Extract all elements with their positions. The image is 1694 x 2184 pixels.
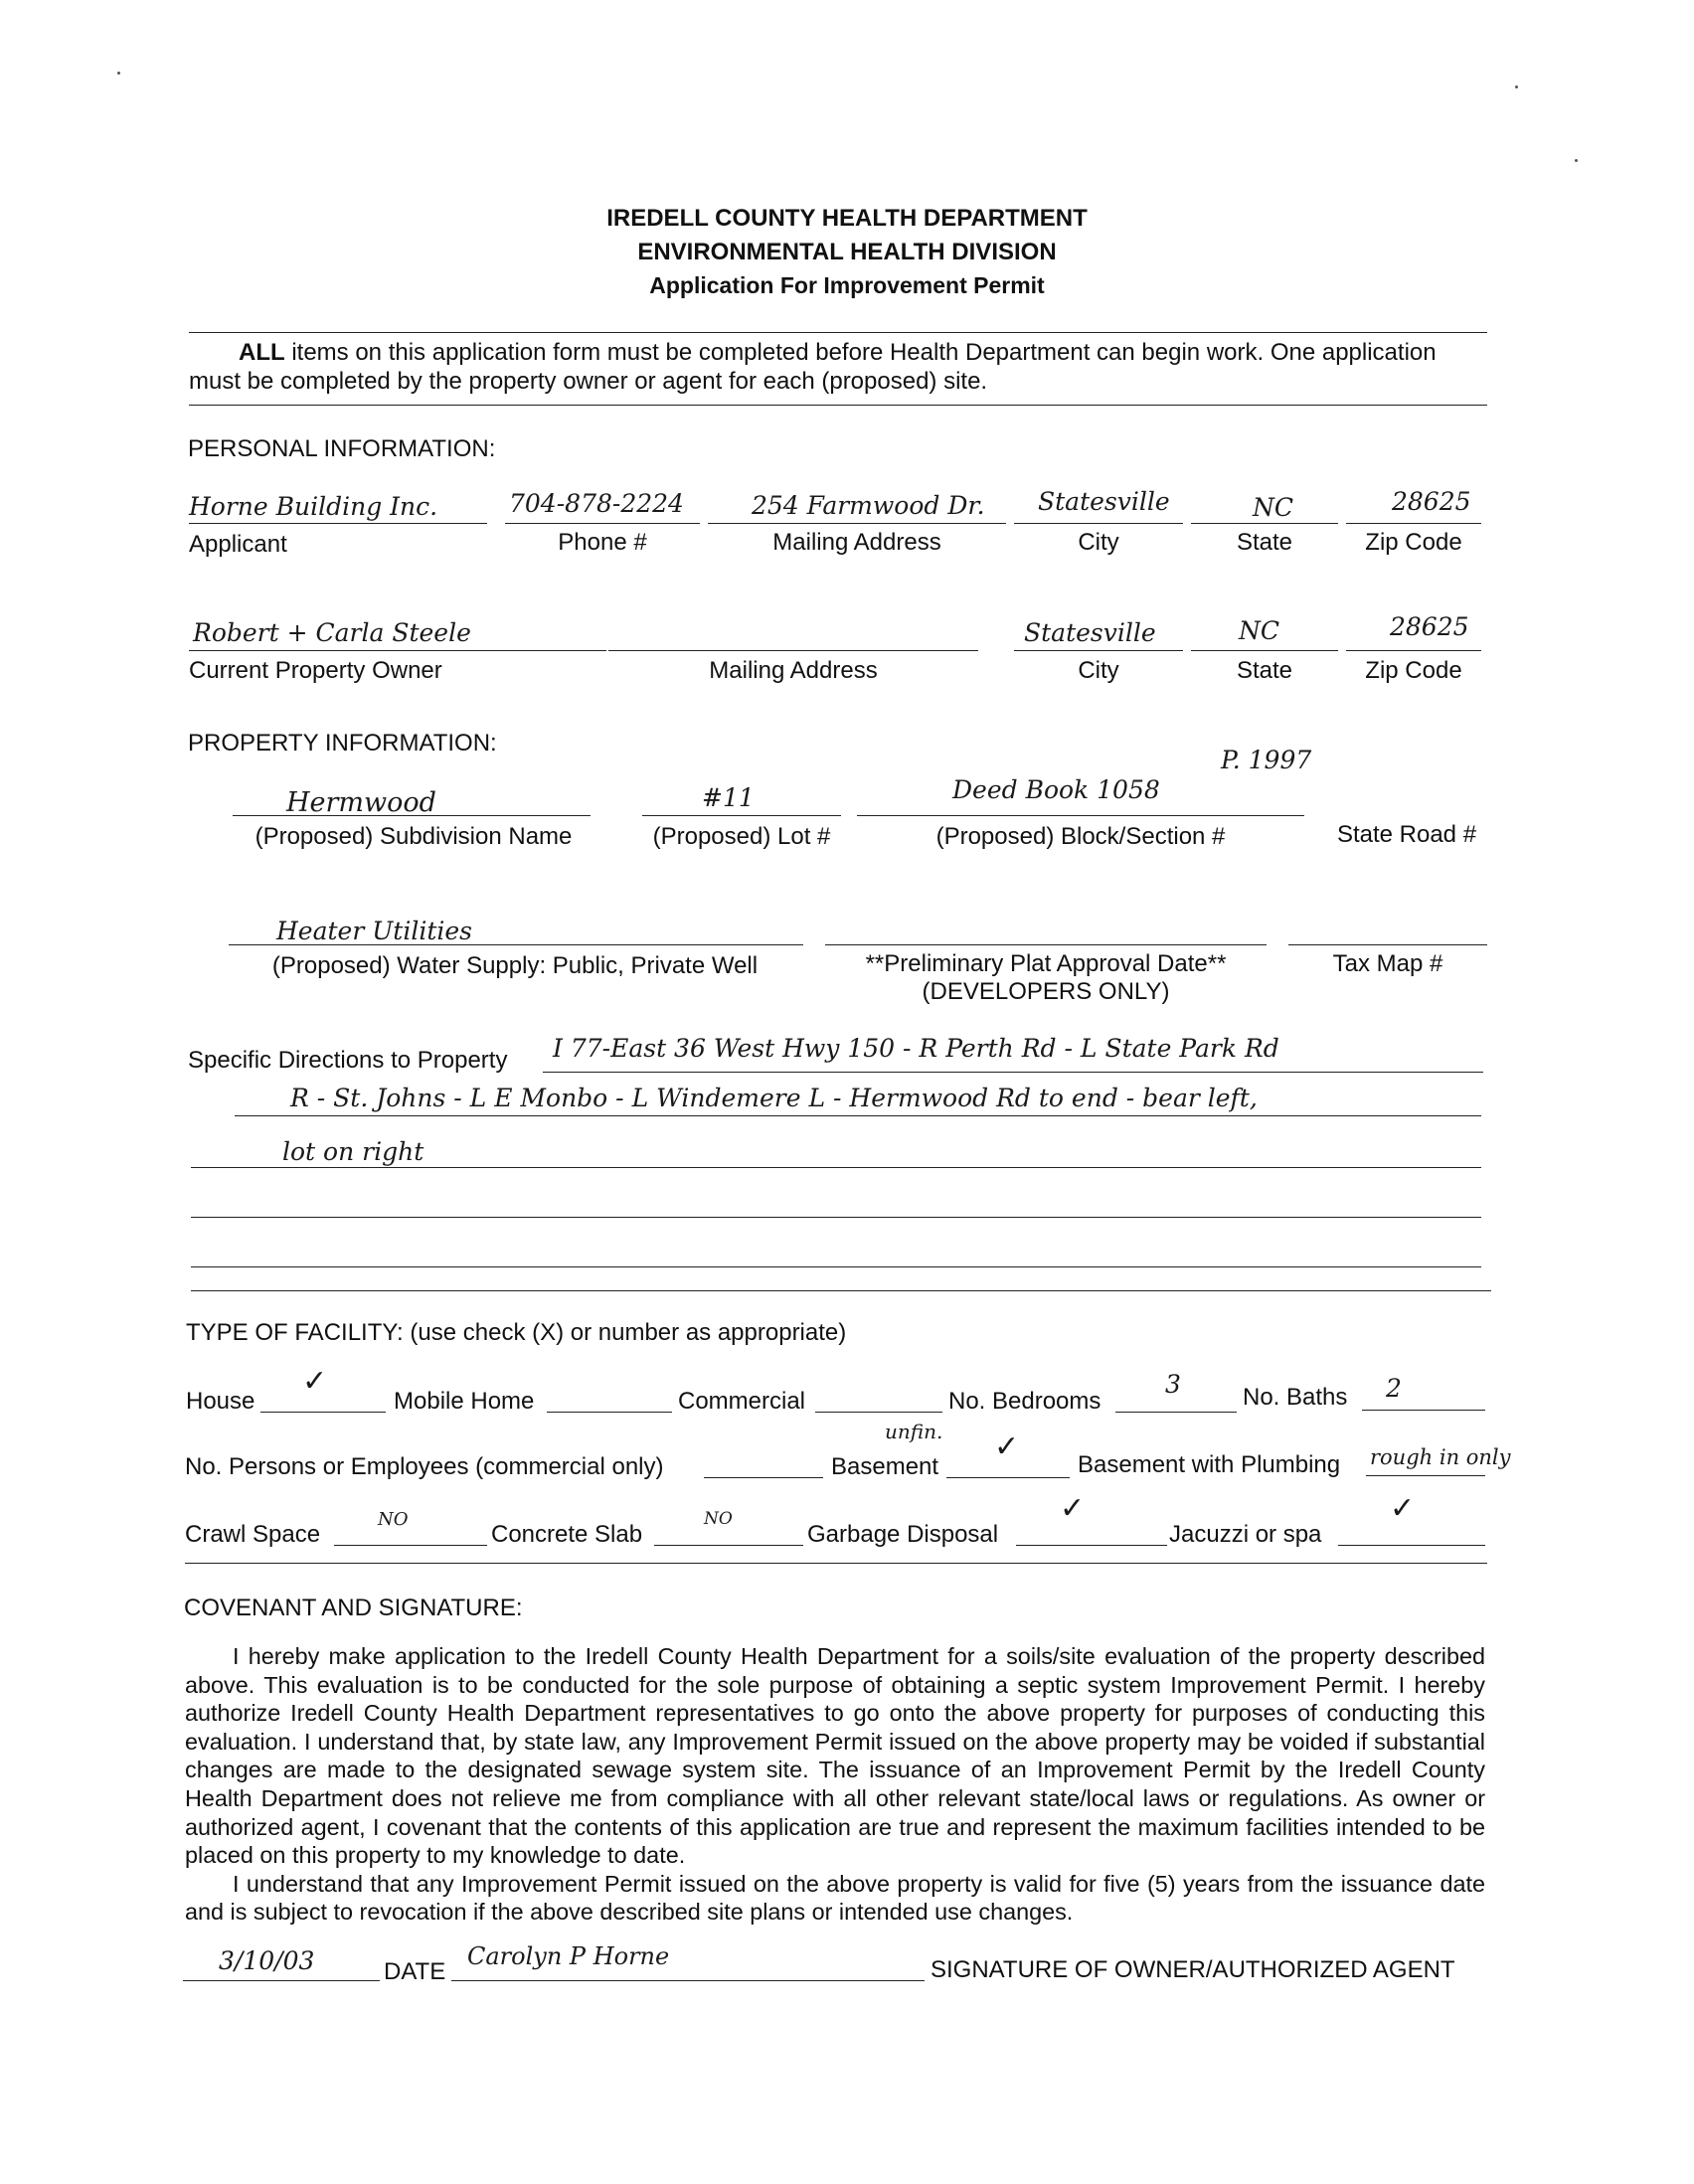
covenant-heading: COVENANT AND SIGNATURE: bbox=[184, 1595, 523, 1621]
owner-field-line bbox=[189, 650, 606, 651]
taxmap-line bbox=[1288, 944, 1487, 945]
phone-field-line bbox=[505, 523, 700, 524]
zip-label: Zip Code bbox=[1365, 529, 1462, 556]
scan-speck bbox=[1575, 159, 1578, 162]
water-supply-value: Heater Utilities bbox=[276, 917, 473, 945]
owner-city-label: City bbox=[1078, 657, 1119, 684]
instructions-text1: items on this application form must be completed before Health Department can begin work. One application bbox=[291, 339, 1437, 366]
house-line bbox=[260, 1412, 386, 1413]
applicant-label: Applicant bbox=[189, 531, 287, 558]
lot-label: (Proposed) Lot # bbox=[652, 823, 831, 850]
bedrooms-value: 3 bbox=[1165, 1370, 1181, 1399]
owner-mailing-label: Mailing Address bbox=[709, 657, 878, 684]
subdivision-label: (Proposed) Subdivision Name bbox=[254, 823, 573, 850]
applicant-phone-value: 704-878-2224 bbox=[509, 489, 684, 518]
basement-plumbing-line bbox=[1366, 1475, 1485, 1476]
house-check: ✓ bbox=[302, 1364, 328, 1399]
owner-city-value: Statesville bbox=[1024, 618, 1156, 647]
disposal-label: Garbage Disposal bbox=[807, 1521, 999, 1548]
applicant-state-value: NC bbox=[1253, 493, 1294, 522]
lot-value: #11 bbox=[702, 783, 755, 812]
signature-line bbox=[451, 1980, 925, 1981]
owner-state-line bbox=[1191, 650, 1338, 651]
block-line bbox=[857, 815, 1304, 816]
plat-line bbox=[825, 944, 1267, 945]
facility-heading: TYPE OF FACILITY: (use check (X) or number as appropriate) bbox=[186, 1319, 847, 1346]
applicant-name-value: Horne Building Inc. bbox=[189, 492, 438, 521]
taxmap-label: Tax Map # bbox=[1332, 950, 1443, 977]
directions-line-rule2 bbox=[235, 1115, 1481, 1116]
water-line bbox=[229, 944, 803, 945]
block-value: Deed Book 1058 bbox=[952, 775, 1160, 804]
owner-zip-value: 28625 bbox=[1390, 612, 1469, 641]
signature-value: Carolyn P Horne bbox=[467, 1942, 670, 1970]
address-field-line bbox=[708, 523, 1006, 524]
directions-line1: I 77-East 36 West Hwy 150 - R Perth Rd - L State Park Rd bbox=[553, 1034, 1279, 1063]
basement-check: ✓ bbox=[994, 1429, 1020, 1464]
jacuzzi-check: ✓ bbox=[1390, 1491, 1416, 1526]
baths-label: No. Baths bbox=[1243, 1384, 1348, 1411]
page-note-value: P. 1997 bbox=[1221, 746, 1312, 774]
house-label: House bbox=[186, 1388, 255, 1415]
city-label: City bbox=[1078, 529, 1119, 556]
directions-line-rule3 bbox=[191, 1167, 1481, 1168]
covenant-paragraph: I hereby make application to the Iredell County Health Department for a soils/site evaluation of the property described above. This evaluation is to be conducted for the sole purpose of obtaining a septic system Improvement Permit. I hereby authorize Iredell County Health Department representatives to go onto the above property for purposes of conducting this evaluation. I understand that, by state law, any Improvement Permit issued on the above property may be voided if substantial changes are made to the designated sewage system site. The issuance of an Improvement Permit by the Iredell County Health Department does not relieve me from compliance with all other relevant state/local laws or regulations. As owner or authorized agent, I covenant that the contents of this application are true and represent the maximum facilities intended to be placed on this property to my knowledge to date. bbox=[185, 1643, 1485, 1869]
owner-zip-label: Zip Code bbox=[1365, 657, 1462, 684]
validity-paragraph: I understand that any Improvement Permit issued on the above property is valid for five (5) years from the issuance date and is subject to revocation if the above described site plans or intended use changes. bbox=[185, 1870, 1485, 1926]
owner-state-label: State bbox=[1236, 657, 1293, 684]
mobile-line bbox=[547, 1412, 672, 1413]
road-label: State Road # bbox=[1336, 821, 1477, 848]
mailing-label: Mailing Address bbox=[772, 529, 941, 556]
divider bbox=[191, 1290, 1491, 1291]
slab-value: NO bbox=[704, 1509, 733, 1529]
directions-line-rule1 bbox=[543, 1072, 1483, 1073]
scan-speck bbox=[1515, 85, 1518, 88]
disposal-check: ✓ bbox=[1060, 1491, 1086, 1526]
directions-line3: lot on right bbox=[282, 1137, 424, 1166]
instructions-line1 bbox=[239, 339, 1437, 367]
directions-label: Specific Directions to Property bbox=[188, 1047, 508, 1074]
basement-plumbing-label: Basement with Plumbing bbox=[1078, 1451, 1341, 1478]
form-title: Application For Improvement Permit bbox=[649, 272, 1045, 298]
instructions-line2: must be completed by the property owner or agent for each (proposed) site. bbox=[189, 368, 988, 395]
directions-line-rule5 bbox=[191, 1266, 1481, 1267]
state-field-line bbox=[1191, 523, 1338, 524]
persons-line bbox=[704, 1477, 823, 1478]
water-label: (Proposed) Water Supply: Public, Private Well bbox=[271, 952, 759, 979]
crawl-label: Crawl Space bbox=[185, 1521, 321, 1548]
slab-line bbox=[654, 1545, 803, 1546]
jacuzzi-line bbox=[1338, 1545, 1485, 1546]
disposal-line bbox=[1016, 1545, 1167, 1546]
divider bbox=[189, 332, 1487, 333]
subdivision-line bbox=[233, 815, 591, 816]
date-label: DATE bbox=[384, 1958, 446, 1985]
owner-city-line bbox=[1014, 650, 1183, 651]
phone-label: Phone # bbox=[558, 529, 647, 556]
developers-label: (DEVELOPERS ONLY) bbox=[922, 978, 1170, 1005]
department-title: IREDELL COUNTY HEALTH DEPARTMENT bbox=[606, 205, 1088, 232]
applicant-address-value: 254 Farmwood Dr. bbox=[752, 491, 985, 520]
owner-name-value: Robert + Carla Steele bbox=[193, 618, 471, 647]
mobile-label: Mobile Home bbox=[394, 1388, 535, 1415]
date-line bbox=[183, 1980, 380, 1981]
persons-label: No. Persons or Employees (commercial only) bbox=[185, 1453, 664, 1480]
basement-plumbing-value: rough in only bbox=[1370, 1445, 1511, 1469]
bedrooms-label: No. Bedrooms bbox=[948, 1388, 1101, 1415]
basement-note: unfin. bbox=[885, 1420, 943, 1443]
baths-line bbox=[1362, 1410, 1485, 1411]
basement-line bbox=[946, 1477, 1070, 1478]
owner-state-value: NC bbox=[1239, 616, 1280, 645]
subdivision-value: Hermwood bbox=[286, 787, 436, 818]
property-heading: PROPERTY INFORMATION: bbox=[188, 730, 497, 756]
divider bbox=[185, 1563, 1487, 1564]
scan-speck bbox=[117, 72, 120, 75]
covenant-text bbox=[185, 1642, 1485, 1927]
lot-line bbox=[642, 815, 841, 816]
baths-value: 2 bbox=[1386, 1374, 1402, 1403]
jacuzzi-label: Jacuzzi or spa bbox=[1169, 1521, 1322, 1548]
crawl-value: NO bbox=[378, 1509, 409, 1530]
divider bbox=[189, 405, 1487, 406]
signature-label: SIGNATURE OF OWNER/AUTHORIZED AGENT bbox=[931, 1956, 1455, 1983]
applicant-field-line bbox=[189, 523, 487, 524]
commercial-line bbox=[815, 1412, 942, 1413]
owner-label: Current Property Owner bbox=[189, 657, 442, 684]
division-title: ENVIRONMENTAL HEALTH DIVISION bbox=[637, 239, 1057, 265]
date-value: 3/10/03 bbox=[219, 1946, 315, 1975]
personal-heading: PERSONAL INFORMATION: bbox=[188, 435, 496, 462]
directions-line2: R - St. Johns - L E Monbo - L Windemere L - Hermwood Rd to end - bear left, bbox=[290, 1084, 1258, 1112]
basement-label: Basement bbox=[831, 1453, 939, 1480]
instructions-bold: ALL bbox=[239, 339, 285, 366]
applicant-city-value: Statesville bbox=[1038, 487, 1170, 516]
plat-label: **Preliminary Plat Approval Date** bbox=[865, 950, 1227, 977]
crawl-line bbox=[334, 1545, 487, 1546]
owner-zip-line bbox=[1346, 650, 1481, 651]
owner-address-line bbox=[608, 650, 978, 651]
zip-field-line bbox=[1346, 523, 1481, 524]
applicant-zip-value: 28625 bbox=[1392, 487, 1471, 516]
block-label: (Proposed) Block/Section # bbox=[935, 823, 1226, 850]
slab-label: Concrete Slab bbox=[491, 1521, 643, 1548]
city-field-line bbox=[1014, 523, 1183, 524]
state-label: State bbox=[1236, 529, 1293, 556]
commercial-label: Commercial bbox=[678, 1388, 806, 1415]
directions-line-rule4 bbox=[191, 1217, 1481, 1218]
bedrooms-line bbox=[1115, 1412, 1237, 1413]
